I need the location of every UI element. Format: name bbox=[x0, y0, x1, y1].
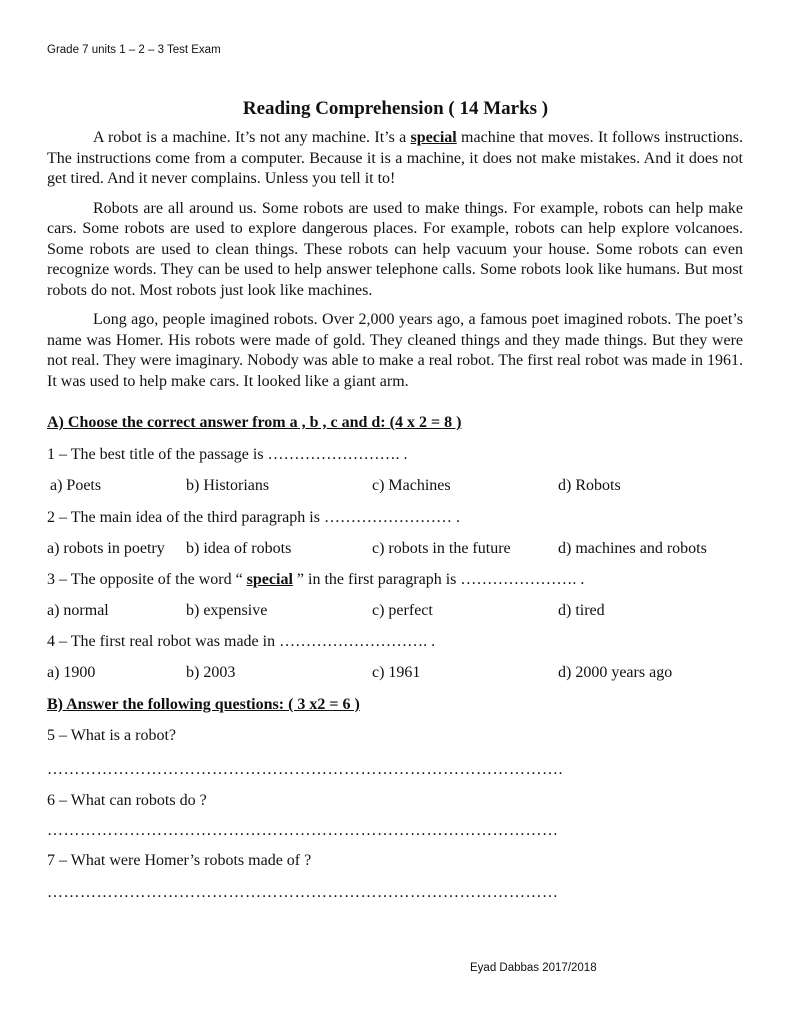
paragraph-2: Robots are all around us. Some robots are used to make things. For example, robots can help make cars. Some robots are used to explore dangerous places. For example, robots can help explore volcanoes. Some robots are used to clean things. These robots can help vacuum your house. Some robots can even recognize words. They can be used to help answer telephone calls. Some robots look like humans. But most robots do not. Most robots just look like machines. bbox=[47, 199, 743, 299]
answer-line-7[interactable]: ………………………………………………………………………………… bbox=[47, 884, 559, 901]
q1-option-d: d) Robots bbox=[558, 477, 621, 494]
answer-line-5[interactable]: …………………………………………………………………………………. bbox=[47, 761, 563, 778]
author-footer: Eyad Dabbas 2017/2018 bbox=[470, 962, 597, 974]
section-a-heading: A) Choose the correct answer from a , b , c and d: (4 x 2 = 8 ) bbox=[47, 414, 462, 431]
q4-option-a: a) 1900 bbox=[47, 664, 96, 681]
question-1: 1 – The best title of the passage is ……………………. . bbox=[47, 446, 408, 463]
paragraph-1 bbox=[47, 128, 743, 190]
exam-header: Grade 7 units 1 – 2 – 3 Test Exam bbox=[47, 44, 221, 56]
question-4: 4 – The first real robot was made in ………………………. . bbox=[47, 633, 436, 650]
q2-option-d: d) machines and robots bbox=[558, 540, 707, 557]
q1-option-c: c) Machines bbox=[372, 477, 451, 494]
q3-keyword: special bbox=[246, 571, 293, 588]
q3-text-start: 3 – The opposite of the word “ bbox=[47, 571, 247, 588]
reading-passage bbox=[47, 128, 743, 401]
q3-option-a: a) normal bbox=[47, 602, 109, 619]
keyword-special: special bbox=[410, 129, 457, 146]
q4-option-b: b) 2003 bbox=[186, 664, 236, 681]
q3-option-d: d) tired bbox=[558, 602, 605, 619]
q4-option-c: c) 1961 bbox=[372, 664, 421, 681]
q2-option-c: c) robots in the future bbox=[372, 540, 511, 557]
q2-option-b: b) idea of robots bbox=[186, 540, 292, 557]
paragraph-1-end: machine that moves. It follows instructions. The instructions come from a computer. Because it is a machine, it does not make mistakes. And it does not get tired. And it never complains. Unless you tell it to! bbox=[47, 129, 743, 187]
question-3 bbox=[47, 571, 584, 589]
question-7: 7 – What were Homer’s robots made of ? bbox=[47, 852, 312, 869]
q3-option-b: b) expensive bbox=[186, 602, 268, 619]
page-title: Reading Comprehension ( 14 Marks ) bbox=[242, 98, 549, 119]
question-6: 6 – What can robots do ? bbox=[47, 792, 207, 809]
paragraph-3: Long ago, people imagined robots. Over 2,000 years ago, a famous poet imagined robots. The poet’s name was Homer. His robots were made of gold. They cleaned things and they made things. But they were not real. They were imaginary. Nobody was able to make a real robot. The first real robot was made in 1961. It was used to help make cars. It looked like a giant arm. bbox=[47, 311, 743, 390]
paragraph-1-start: A robot is a machine. It’s not any machine. It’s a bbox=[93, 129, 411, 146]
q1-option-b: b) Historians bbox=[186, 477, 270, 494]
q1-option-a: a) Poets bbox=[50, 477, 102, 494]
q4-option-d: d) 2000 years ago bbox=[558, 664, 673, 681]
section-b-heading: B) Answer the following questions: ( 3 x2 = 6 ) bbox=[47, 696, 360, 713]
q2-option-a: a) robots in poetry bbox=[47, 540, 165, 557]
q3-text-end: ” in the first paragraph is …………………. . bbox=[292, 571, 585, 588]
question-5: 5 – What is a robot? bbox=[47, 727, 177, 744]
answer-line-6[interactable]: ………………………………………………………………………………… bbox=[47, 822, 559, 839]
q3-option-c: c) perfect bbox=[372, 602, 433, 619]
question-2: 2 – The main idea of the third paragraph is …………………… . bbox=[47, 509, 460, 526]
